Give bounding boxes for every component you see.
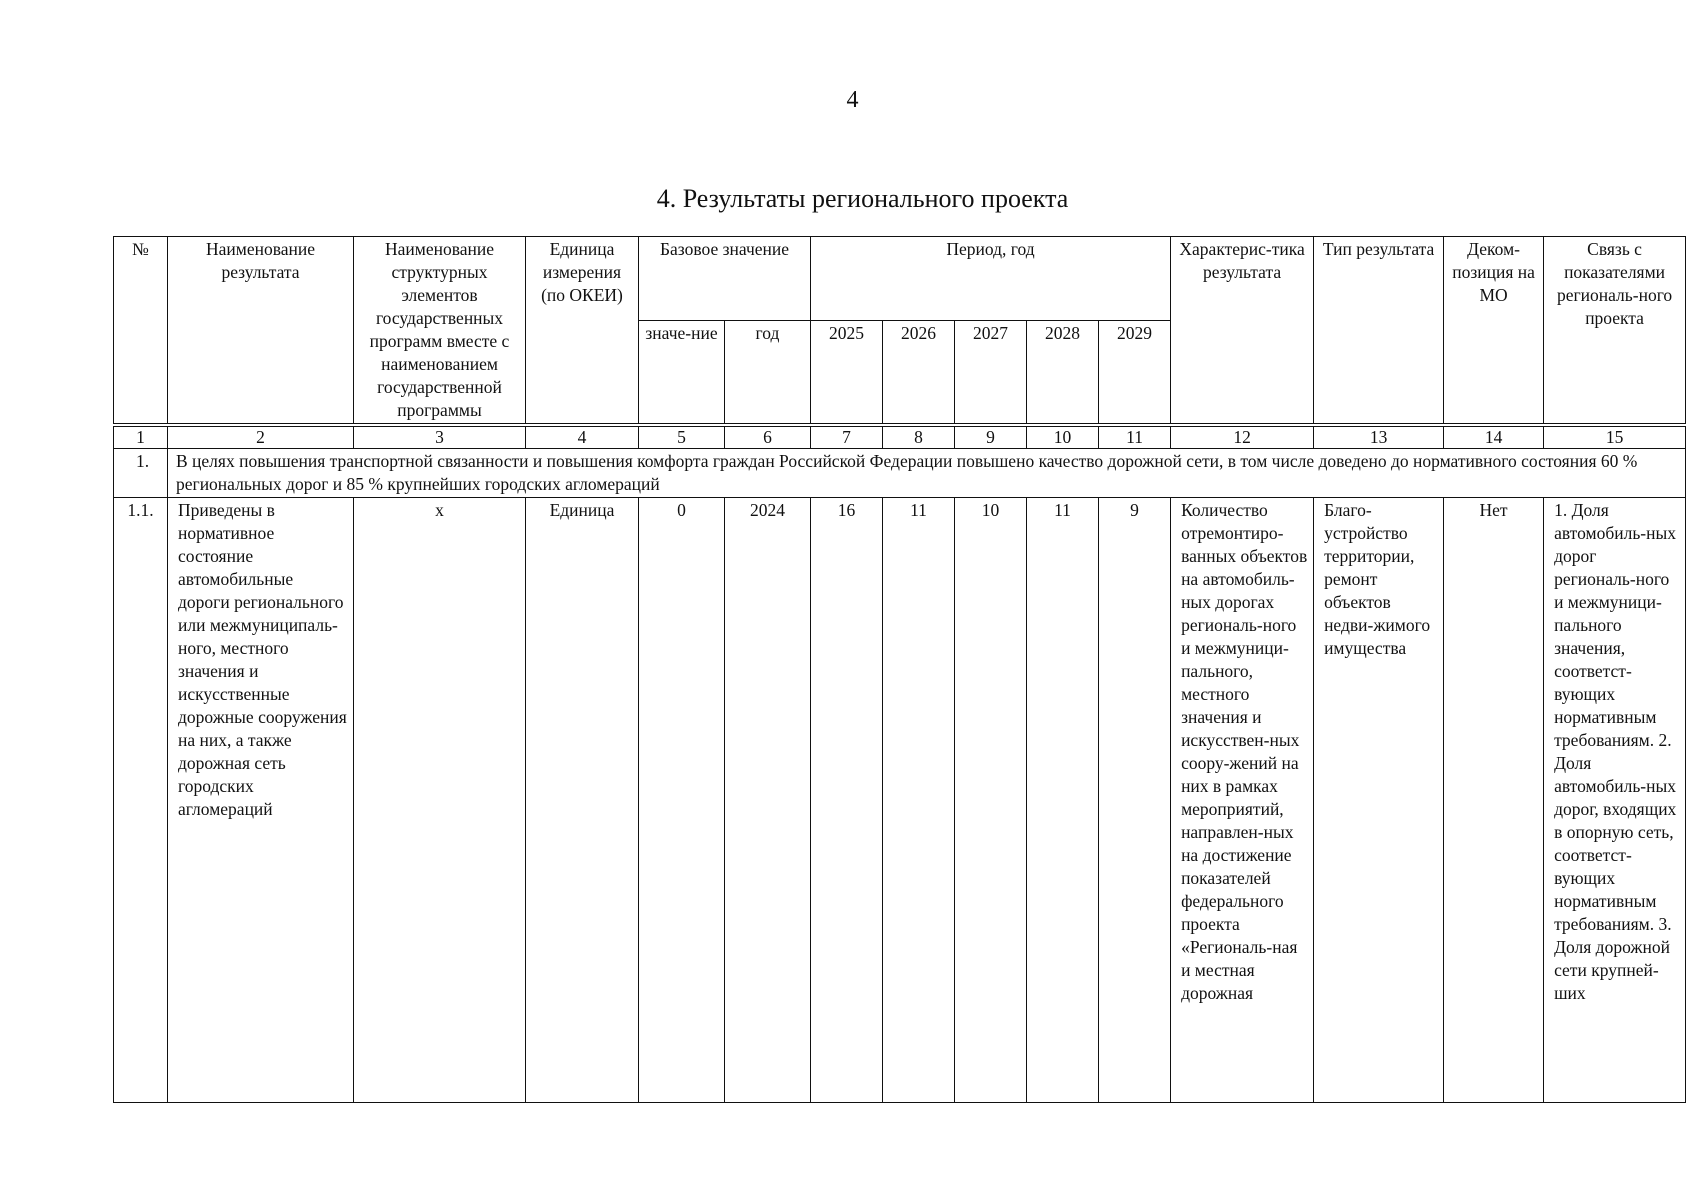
- header-period: Период, год: [811, 237, 1171, 321]
- row-value-2026: 11: [883, 498, 955, 1103]
- header-unit: Единица измерения (по ОКЕИ): [526, 237, 639, 426]
- column-number: 9: [955, 425, 1027, 449]
- row-result-name: Приведены в нормативное состояние автомобильные дороги регионального или межмуниципаль-ного, местного значения и искусственные дорожные сооружения на них, а также дорожная сеть городских агломераций: [168, 498, 354, 1103]
- header-link: Связь с показателями региональ-ного проекта: [1544, 237, 1686, 426]
- column-number: 5: [639, 425, 725, 449]
- row-struct-elements: х: [354, 498, 526, 1103]
- header-year-2029: 2029: [1099, 320, 1171, 425]
- row-value-2028: 11: [1027, 498, 1099, 1103]
- header-decomposition: Деком-позиция на МО: [1444, 237, 1544, 426]
- header-year-2027: 2027: [955, 320, 1027, 425]
- row-link: 1. Доля автомобиль-ных дорог региональ-ного и межмуници-пального значения, соответст-вующих нормативным требованиям. 2. Доля автомобиль-ных дорог, входящих в опорную сеть, соответст-вующих нормативным требованиям. 3. Доля дорожной сети крупней-ших: [1544, 498, 1686, 1103]
- header-struct-elements: Наименование структурных элементов государственных программ вместе с наименованием государственной программы: [354, 237, 526, 426]
- column-number: 6: [725, 425, 811, 449]
- row-value-2027: 10: [955, 498, 1027, 1103]
- row-characteristic: Количество отремонтиро-ванных объектов на автомобиль-ных дорогах региональ-ного и межмуници-пального, местного значения и искусствен-ных соору-жений на них в рамках мероприятий, направлен-ных на достижение показателей федерального проекта «Региональ-ная и местная дорожная: [1171, 498, 1314, 1103]
- task-text: В целях повышения транспортной связанности и повышения комфорта граждан Российской Федерации повышено качество дорожной сети, в том числе доведено до нормативного состояния 60 % региональных дорог и 85 % крупнейших городских агломераций: [168, 449, 1686, 498]
- section-title: 4. Результаты регионального проекта: [656, 184, 1069, 213]
- column-number: 15: [1544, 425, 1686, 449]
- column-number: 14: [1444, 425, 1544, 449]
- header-result-name: Наименование результата: [168, 237, 354, 426]
- task-row: [114, 449, 1686, 498]
- column-number: 13: [1314, 425, 1444, 449]
- column-number: 4: [526, 425, 639, 449]
- row-value-2025: 16: [811, 498, 883, 1103]
- row-base-year: 2024: [725, 498, 811, 1103]
- header-year-2028: 2028: [1027, 320, 1099, 425]
- header-result-type: Тип результата: [1314, 237, 1444, 426]
- row-value-2029: 9: [1099, 498, 1171, 1103]
- row-unit: Единица: [526, 498, 639, 1103]
- column-number: 7: [811, 425, 883, 449]
- header-num: №: [114, 237, 168, 426]
- header-characteristic: Характерис-тика результата: [1171, 237, 1314, 426]
- task-num: 1.: [114, 449, 168, 498]
- row-decomposition: Нет: [1444, 498, 1544, 1103]
- column-number: 8: [883, 425, 955, 449]
- row-num: 1.1.: [114, 498, 168, 1103]
- row-base-value: 0: [639, 498, 725, 1103]
- column-number: 10: [1027, 425, 1099, 449]
- row-result-type: Благо-устройство территории, ремонт объектов недви-жимого имущества: [1314, 498, 1444, 1103]
- table-row: [114, 498, 1686, 1103]
- results-table: [113, 236, 1686, 1103]
- column-number: 2: [168, 425, 354, 449]
- column-number: 3: [354, 425, 526, 449]
- page-number: 4: [846, 87, 859, 113]
- header-row-1: [114, 237, 1686, 321]
- column-numbers-row: [114, 425, 1686, 449]
- header-base-value: Базовое значение: [639, 237, 811, 321]
- header-year-2026: 2026: [883, 320, 955, 425]
- header-base-value-value: значе-ние: [639, 320, 725, 425]
- column-number: 1: [114, 425, 168, 449]
- column-number: 11: [1099, 425, 1171, 449]
- column-number: 12: [1171, 425, 1314, 449]
- header-year-2025: 2025: [811, 320, 883, 425]
- header-base-value-year: год: [725, 320, 811, 425]
